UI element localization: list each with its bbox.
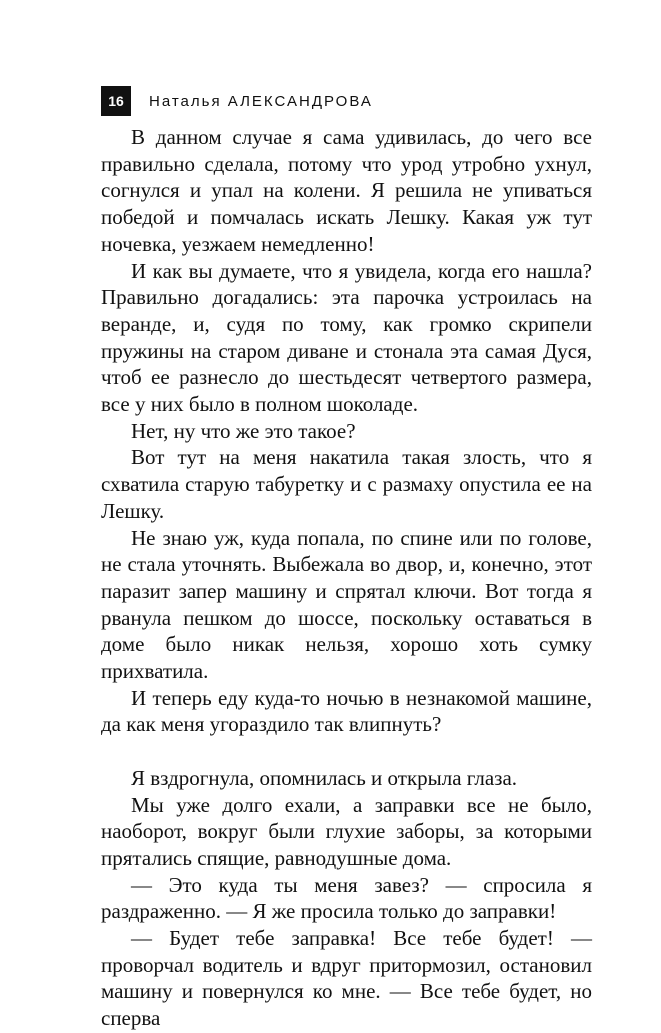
- paragraph: В данном случае я сама удивилась, до чего все правильно сделала, потому что урод утробно ухнул, согнулся и упал на колени. Я решила не упиваться победой и помчалась искать Лешку. Какая уж тут ночевка, уезжаем немедленно!: [101, 125, 592, 256]
- paragraph: Я вздрогнула, опомнилась и открыла глаза.: [131, 765, 518, 790]
- paragraph: Не знаю уж, куда попала, по спине или по голове, не стала уточнять. Выбежала во двор, и, конечно, этот паразит запер машину и спрятал ключи. Вот тогда я рванула пешком до шоссе, поскольку оставаться в доме было никак нельзя, хорошо хоть сумку прихватила.: [101, 525, 592, 684]
- body-text: [101, 124, 592, 1032]
- running-head: Наталья АЛЕКСАНДРОВА: [149, 92, 373, 110]
- paragraph: И теперь еду куда-то ночью в незнакомой машине, да как меня угораздило так влипнуть?: [101, 685, 592, 737]
- paragraph: И как вы думаете, что я увидела, когда его нашла? Правильно догадались: эта парочка устроилась на веранде, и, судя по тому, как громко скрипели пружины на старом диване и стонала эта самая Дуся, чтоб ее разнесло до шестьдесят четвертого размера, все у них было в полном шоколаде.: [101, 258, 592, 417]
- paragraph: Мы уже долго ехали, а заправки все не было, наоборот, вокруг были глухие заборы, за которыми прятались спящие, равнодушные дома.: [101, 792, 592, 870]
- paragraph: Нет, ну что же это такое?: [131, 418, 356, 443]
- page-number: 16: [101, 86, 131, 116]
- paragraph: Вот тут на меня накатила такая злость, что я схватила старую табуретку и с размаху опустила ее на Лешку.: [101, 445, 592, 523]
- paragraph: — Будет тебе заправка! Все тебе будет! — проворчал водитель и вдруг притормозил, остановил машину и повернулся ко мне. — Все тебе будет, но сперва: [101, 926, 592, 1031]
- paragraph: — Это куда ты меня завез? — спросила я раздраженно. — Я же просила только до заправки!: [101, 872, 592, 924]
- page-header: [101, 86, 373, 116]
